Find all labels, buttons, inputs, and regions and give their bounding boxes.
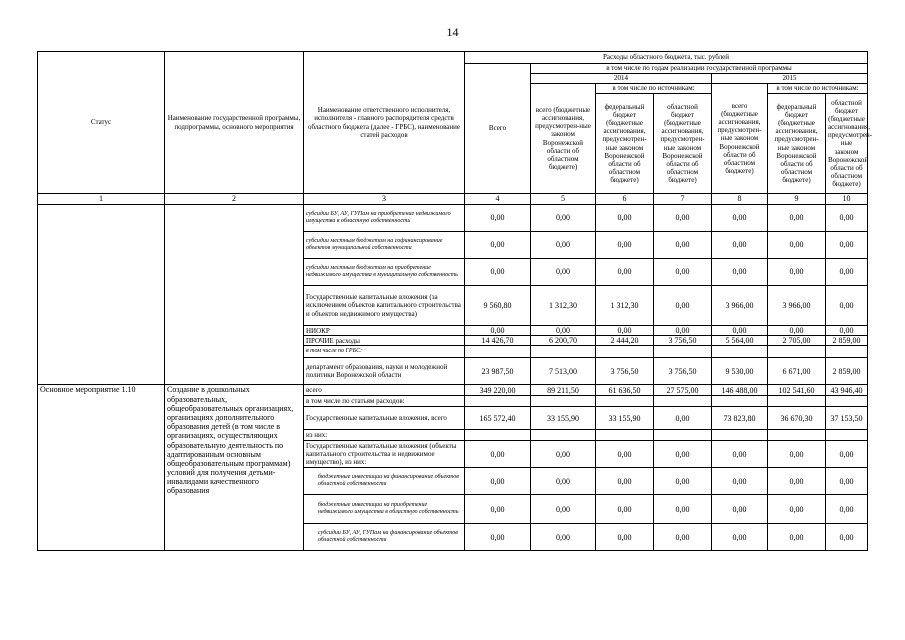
value-cell: 0,00: [826, 441, 868, 468]
value-cell: 0,00: [712, 441, 768, 468]
value-cell: 0,00: [768, 495, 826, 524]
value-cell: 0,00: [826, 495, 868, 524]
value-cell: 165 572,40: [465, 407, 531, 430]
row-label: Государственные капитальные вложения, всего: [304, 407, 465, 430]
value-cell: 0,00: [654, 205, 712, 232]
header-regional-2014: областной бюджет (бюджетные ассигнования, предусмотрен-ные законом Воронежской области об областном бюджете): [654, 94, 712, 194]
header-all-budget-2014: всего (бюджетные ассигнования, предусмотрен-ные законом Воронежской области об областном бюджете): [531, 84, 596, 194]
value-cell: 0,00: [596, 259, 654, 286]
row-label: субсидии БУ, АУ, ГУПам на финансирование объектов областной собственности: [304, 524, 465, 551]
value-cell: 0,00: [826, 232, 868, 259]
row-label: всего: [304, 385, 465, 396]
header-by-sources-2015: в том числе по источникам:: [768, 84, 868, 94]
value-cell: 14 426,70: [465, 336, 531, 346]
value-cell: 9 560,80: [465, 286, 531, 326]
row-label: бюджетные инвестиции на приобретение недвижимого имущества в областную собственность: [304, 495, 465, 524]
header-federal-2014: федеральный бюджет (бюджетные ассигнования, предусмотрен-ные законом Воронежской области об областном бюджете): [596, 94, 654, 194]
value-cell: 37 153,50: [826, 407, 868, 430]
value-cell: 2 705,00: [768, 336, 826, 346]
col-number: 4: [465, 194, 531, 205]
value-cell: 0,00: [596, 326, 654, 336]
value-cell: 3 756,50: [654, 358, 712, 385]
value-cell: 0,00: [465, 441, 531, 468]
value-cell: 0,00: [465, 326, 531, 336]
value-cell: [531, 396, 596, 407]
row-label: ПРОЧИЕ расходы: [304, 336, 465, 346]
row-label: субсидии БУ, АУ, ГУПам на приобретение недвижимого имущества в областную собственность: [304, 205, 465, 232]
value-cell: 0,00: [465, 495, 531, 524]
header-expenses: Расходы областного бюджета, тыс. рублей: [465, 52, 868, 64]
value-cell: 0,00: [654, 441, 712, 468]
col-number: 10: [826, 194, 868, 205]
value-cell: 0,00: [712, 524, 768, 551]
value-cell: [712, 396, 768, 407]
value-cell: 0,00: [712, 495, 768, 524]
value-cell: 0,00: [768, 205, 826, 232]
col-number: 5: [531, 194, 596, 205]
value-cell: 0,00: [712, 232, 768, 259]
value-cell: 3 756,50: [596, 358, 654, 385]
value-cell: 0,00: [712, 205, 768, 232]
column-numbers-row: [38, 194, 868, 205]
page-number: 14: [446, 25, 459, 39]
value-cell: [596, 396, 654, 407]
header-status: Статус: [38, 52, 165, 194]
row-label: в том числе по ГРБС:: [304, 346, 465, 358]
value-cell: 0,00: [654, 407, 712, 430]
value-cell: 6 200,70: [531, 336, 596, 346]
value-cell: [654, 396, 712, 407]
value-cell: 349 220,00: [465, 385, 531, 396]
header-executor: Наименование ответственного исполнителя, исполнителя - главного распорядителя средств областного бюджета (далее - ГРБС), наименование статей расходов: [304, 52, 465, 194]
value-cell: [531, 346, 596, 358]
col-number: 7: [654, 194, 712, 205]
value-cell: [712, 346, 768, 358]
value-cell: [465, 346, 531, 358]
value-cell: 3 966,00: [768, 286, 826, 326]
program-cell-empty: [165, 205, 304, 385]
value-cell: [826, 430, 868, 441]
header-year-2014: 2014: [531, 74, 712, 84]
value-cell: 0,00: [654, 524, 712, 551]
value-cell: 33 155,90: [531, 407, 596, 430]
value-cell: 0,00: [768, 232, 826, 259]
header-by-years: в том числе по годам реализации государственной программы: [531, 64, 868, 74]
row-label: субсидии местным бюджетам на приобретение недвижимого имущества в муниципальную собственность: [304, 259, 465, 286]
header-by-sources-2014: в том числе по источникам:: [596, 84, 712, 94]
value-cell: 5 564,00: [712, 336, 768, 346]
value-cell: 43 946,40: [826, 385, 868, 396]
value-cell: 0,00: [465, 205, 531, 232]
value-cell: [596, 346, 654, 358]
value-cell: 2 859,00: [826, 336, 868, 346]
row-label: из них:: [304, 430, 465, 441]
value-cell: 0,00: [531, 441, 596, 468]
value-cell: 0,00: [465, 524, 531, 551]
value-cell: 0,00: [531, 524, 596, 551]
value-cell: 0,00: [465, 232, 531, 259]
value-cell: 0,00: [596, 524, 654, 551]
value-cell: [596, 430, 654, 441]
value-cell: [654, 430, 712, 441]
value-cell: 0,00: [768, 441, 826, 468]
value-cell: 0,00: [712, 326, 768, 336]
value-cell: 0,00: [654, 326, 712, 336]
table-row: [38, 205, 868, 232]
table-body: [38, 52, 873, 551]
value-cell: 0,00: [654, 232, 712, 259]
value-cell: 0,00: [654, 468, 712, 495]
activity-name: Создание в дошкольных образовательных, общеобразовательных организациях, организациях дополнительного образования детей (в том числе в организациях, осуществляющих образовательную деятельность по адаптированным основным общеобразовательным программам) условий для получения детьми-инвалидами качественного образования: [165, 385, 304, 551]
row-label: в том числе по статьям расходов:: [304, 396, 465, 407]
value-cell: 0,00: [768, 259, 826, 286]
value-cell: 0,00: [768, 524, 826, 551]
value-cell: 0,00: [654, 259, 712, 286]
value-cell: 102 541,60: [768, 385, 826, 396]
value-cell: 0,00: [531, 468, 596, 495]
value-cell: 36 670,30: [768, 407, 826, 430]
row-label: департамент образования, науки и молодежной политики Воронежской области: [304, 358, 465, 385]
value-cell: 9 530,00: [712, 358, 768, 385]
table-row: [38, 385, 868, 396]
col-number: 2: [165, 194, 304, 205]
value-cell: 27 575,00: [654, 385, 712, 396]
header-all-budget-2015: всего (бюджетные ассигнования, предусмотрен-ные законом Воронежской области об областном бюджете): [712, 84, 768, 194]
value-cell: 89 211,50: [531, 385, 596, 396]
value-cell: 0,00: [826, 326, 868, 336]
activity-status: Основное мероприятие 1.10: [38, 385, 165, 551]
row-label: Государственные капитальные вложения (объекты капитального строительства и недвижимое имущество), из них:: [304, 441, 465, 468]
value-cell: 146 488,00: [712, 385, 768, 396]
value-cell: [712, 430, 768, 441]
value-cell: 7 513,00: [531, 358, 596, 385]
value-cell: 0,00: [712, 468, 768, 495]
budget-table: [37, 51, 873, 551]
value-cell: 0,00: [531, 326, 596, 336]
col-number: 8: [712, 194, 768, 205]
value-cell: 0,00: [465, 468, 531, 495]
value-cell: 0,00: [531, 259, 596, 286]
value-cell: 33 155,90: [596, 407, 654, 430]
value-cell: 0,00: [465, 259, 531, 286]
value-cell: [826, 396, 868, 407]
row-label: Государственные капитальные вложения (за исключением объектов капитального строительства и объектов недвижимого имущества): [304, 286, 465, 326]
value-cell: 0,00: [768, 326, 826, 336]
value-cell: [826, 346, 868, 358]
row-label: субсидии местным бюджетам на софинансирование объектов муниципальной собственности: [304, 232, 465, 259]
value-cell: 0,00: [596, 232, 654, 259]
value-cell: 73 823,80: [712, 407, 768, 430]
value-cell: 6 671,00: [768, 358, 826, 385]
value-cell: 1 312,30: [596, 286, 654, 326]
col-number: 1: [38, 194, 165, 205]
value-cell: 3 756,50: [654, 336, 712, 346]
value-cell: 0,00: [654, 286, 712, 326]
status-cell-empty: [38, 205, 165, 385]
value-cell: 3 966,00: [712, 286, 768, 326]
value-cell: [768, 346, 826, 358]
value-cell: 2 859,00: [826, 358, 868, 385]
value-cell: 61 636,50: [596, 385, 654, 396]
value-cell: [465, 396, 531, 407]
value-cell: 0,00: [596, 205, 654, 232]
value-cell: 0,00: [826, 524, 868, 551]
value-cell: [768, 430, 826, 441]
value-cell: 0,00: [826, 286, 868, 326]
row-label: НИОКР: [304, 326, 465, 336]
header-year-2015: 2015: [712, 74, 868, 84]
value-cell: 0,00: [826, 259, 868, 286]
header-total: Всего: [465, 64, 531, 194]
value-cell: [531, 430, 596, 441]
value-cell: 0,00: [531, 495, 596, 524]
value-cell: 2 444,20: [596, 336, 654, 346]
row-label: бюджетные инвестиции на финансирование объектов областной собственности: [304, 468, 465, 495]
value-cell: 0,00: [826, 468, 868, 495]
value-cell: 0,00: [654, 495, 712, 524]
header-federal-2015: федеральный бюджет (бюджетные ассигнования, предусмотрен-ные законом Воронежской области об областном бюджете): [768, 94, 826, 194]
value-cell: 0,00: [826, 205, 868, 232]
col-number: 3: [304, 194, 465, 205]
value-cell: 0,00: [531, 205, 596, 232]
value-cell: [654, 346, 712, 358]
value-cell: 23 987,50: [465, 358, 531, 385]
col-number: 9: [768, 194, 826, 205]
value-cell: 0,00: [712, 259, 768, 286]
value-cell: [768, 396, 826, 407]
header-program-name: Наименование государственной программы, подпрограммы, основного мероприятия: [165, 52, 304, 194]
value-cell: [465, 430, 531, 441]
value-cell: 0,00: [768, 468, 826, 495]
value-cell: 0,00: [596, 468, 654, 495]
value-cell: 0,00: [531, 232, 596, 259]
value-cell: 0,00: [596, 441, 654, 468]
col-number: 6: [596, 194, 654, 205]
header-regional-2015: областной бюджет (бюджетные ассигнования, предусмотрен-ные законом Воронежской области об областном бюджете): [826, 94, 868, 194]
value-cell: 0,00: [596, 495, 654, 524]
value-cell: 1 312,30: [531, 286, 596, 326]
